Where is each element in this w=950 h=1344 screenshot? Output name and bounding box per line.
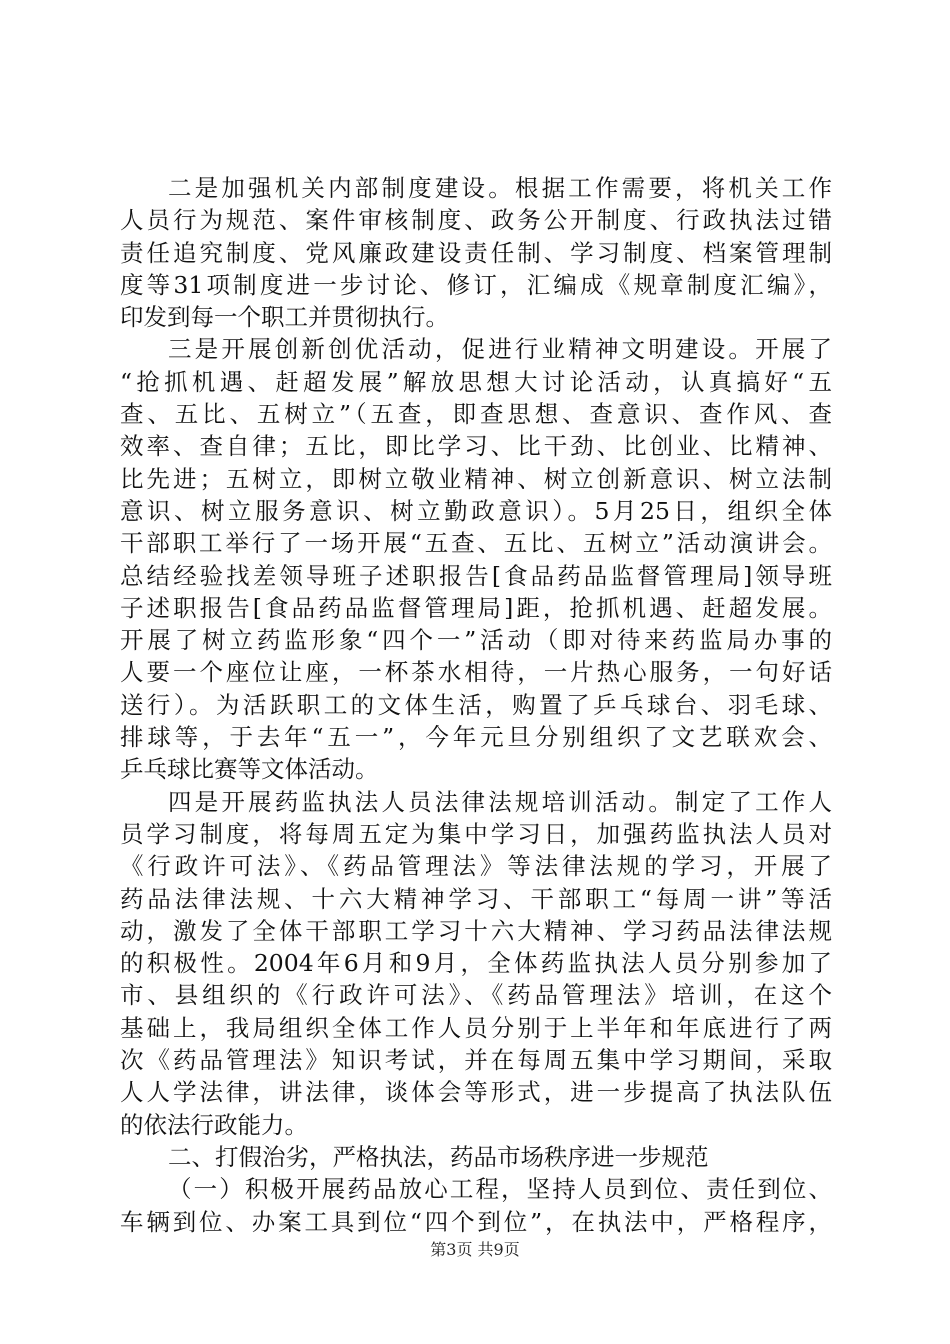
text-line: 人要一个座位让座，一杯茶水相待，一片热心服务，一句好话 bbox=[120, 658, 832, 687]
text-line: （一）积极开展药品放心工程，坚持人员到位、责任到位、 bbox=[168, 1175, 832, 1204]
text-line: 车辆到位、办案工具到位“四个到位”，在执法中，严格程序， bbox=[120, 1207, 832, 1236]
text-line: 印发到每一个职工并贯彻执行。 bbox=[120, 303, 449, 332]
text-line: 的依法行政能力。 bbox=[120, 1110, 308, 1139]
text-line: 意识、树立服务意识、树立勤政意识）。5月25日，组织全体 bbox=[120, 496, 832, 525]
text-line: 三是开展创新创优活动，促进行业精神文明建设。开展了 bbox=[168, 335, 832, 364]
text-line: 次《药品管理法》知识考试，并在每周五集中学习期间，采取 bbox=[120, 1046, 832, 1075]
text-line: 药品法律法规、十六大精神学习、干部职工“每周一讲”等活 bbox=[120, 884, 832, 913]
text-line: 二、打假治劣，严格执法，药品市场秩序进一步规范 bbox=[168, 1142, 709, 1171]
text-line: 市、县组织的《行政许可法》、《药品管理法》培训，在这个 bbox=[120, 981, 832, 1010]
text-line: 二是加强机关内部制度建设。根据工作需要，将机关工作 bbox=[168, 174, 832, 202]
text-line: 乒乓球比赛等文体活动。 bbox=[120, 755, 379, 784]
text-line: “抢抓机遇、赶超发展”解放思想大讨论活动，认真搞好“五 bbox=[120, 367, 832, 396]
text-line: 送行）。为活跃职工的文体生活，购置了乒乓球台、羽毛球、 bbox=[120, 690, 832, 719]
text-line: 四是开展药监执法人员法律法规培训活动。制定了工作人 bbox=[168, 787, 832, 816]
text-line: 比先进；五树立，即树立敬业精神、树立创新意识、树立法制 bbox=[120, 464, 832, 493]
text-line: 责任追究制度、党风廉政建设责任制、学习制度、档案管理制 bbox=[120, 238, 832, 267]
page-footer: 第3页 共9页 bbox=[430, 1240, 520, 1259]
text-line: 总结经验找差领导班子述职报告[食品药品监督管理局]领导班 bbox=[120, 561, 832, 590]
text-line: 干部职工举行了一场开展“五查、五比、五树立”活动演讲会。 bbox=[120, 529, 832, 558]
text-line: 人员行为规范、案件审核制度、政务公开制度、行政执法过错 bbox=[120, 206, 832, 235]
text-line: 人人学法律，讲法律，谈体会等形式，进一步提高了执法队伍 bbox=[120, 1078, 832, 1107]
text-line: 开展了树立药监形象“四个一”活动（即对待来药监局办事的 bbox=[120, 626, 832, 655]
text-line: 效率、查自律；五比，即比学习、比干劲、比创业、比精神、 bbox=[120, 432, 832, 461]
text-line: 度等31项制度进一步讨论、修订，汇编成《规章制度汇编》， bbox=[120, 270, 832, 299]
text-line: 排球等，于去年“五一”，今年元旦分别组织了文艺联欢会、 bbox=[120, 723, 832, 752]
document-body bbox=[120, 172, 832, 1238]
text-line: 子述职报告[食品药品监督管理局]距，抢抓机遇、赶超发展。 bbox=[120, 593, 832, 622]
text-line: 员学习制度，将每周五定为集中学习日，加强药监执法人员对 bbox=[120, 819, 832, 848]
text-line: 的积极性。2004年6月和9月，全体药监执法人员分别参加了 bbox=[120, 949, 832, 978]
text-line: 《行政许可法》、《药品管理法》等法律法规的学习，开展了 bbox=[120, 852, 832, 881]
text-line: 动，激发了全体干部职工学习十六大精神、学习药品法律法规 bbox=[120, 916, 832, 945]
text-line: 查、五比、五树立”（五查，即查思想、查意识、查作风、查 bbox=[120, 400, 832, 429]
text-line: 基础上，我局组织全体工作人员分别于上半年和年底进行了两 bbox=[120, 1013, 832, 1042]
